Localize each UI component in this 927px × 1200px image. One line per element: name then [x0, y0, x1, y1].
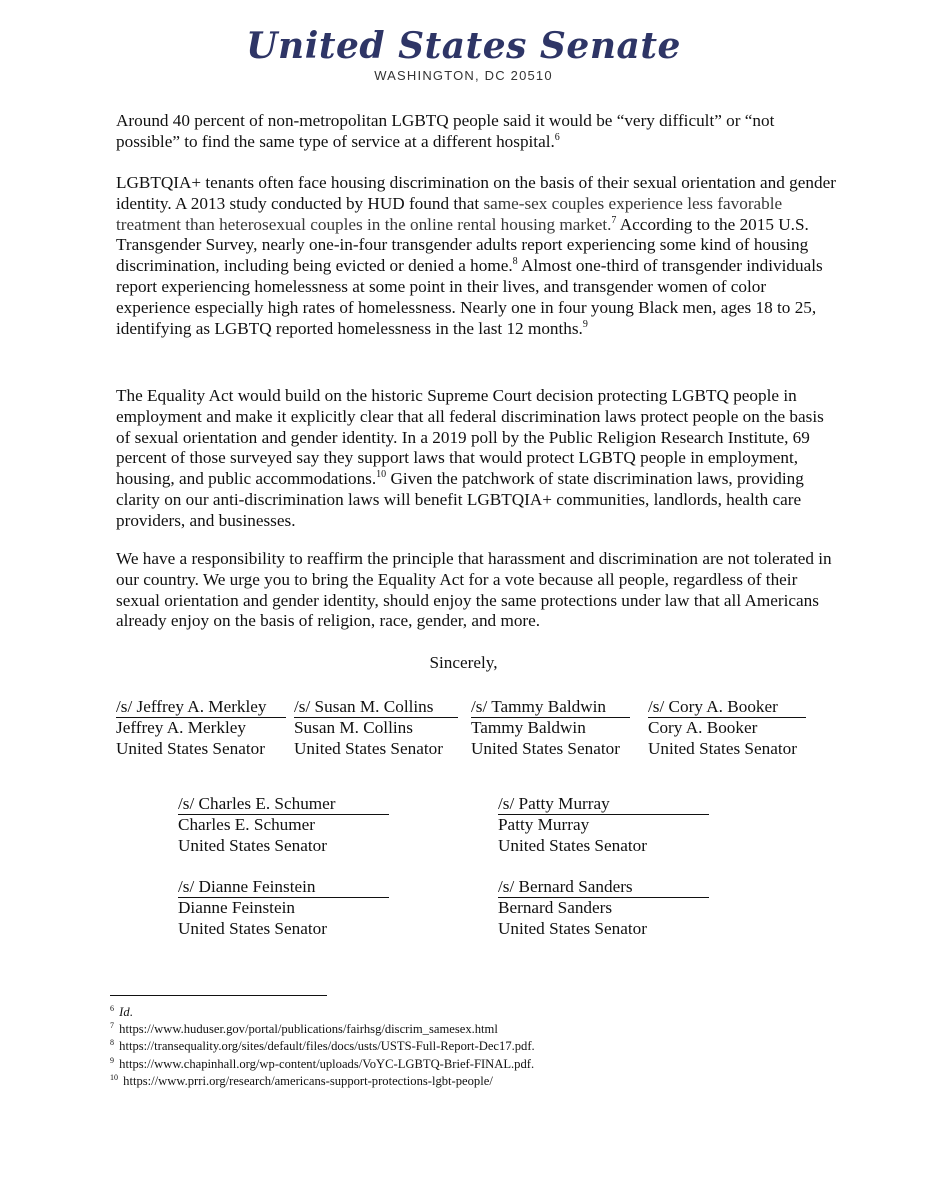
signer-title: United States Senator: [178, 918, 327, 938]
signature-block-feinstein: [178, 877, 389, 940]
signature-block-merkley: [116, 697, 286, 760]
footnote-number: 7: [110, 1021, 114, 1031]
footnote-ref-7: 7: [611, 214, 617, 226]
footnote-divider: [110, 995, 327, 996]
signer-title: United States Senator: [471, 738, 620, 758]
signature-block-sanders: [498, 877, 709, 940]
paragraph-text: LGBTQIA+ tenants often face housing discrimination on the basis of their sexual orientation and gender identity. A 2013 study conducted by HUD found that: [116, 173, 836, 213]
signature-block-collins: [294, 697, 458, 760]
signature-block-booker: [648, 697, 806, 760]
footnote-link[interactable]: https://www.chapinhall.org/wp-content/uploads/VoYC-LGBTQ-Brief-FINAL.pdf.: [119, 1056, 535, 1071]
footnote-ref-10: 10: [376, 469, 387, 481]
signature-block-schumer: [178, 794, 389, 857]
footnote-number: 8: [110, 1038, 114, 1048]
signature-line: /s/ Charles E. Schumer: [178, 794, 389, 815]
signer-name: Jeffrey A. Merkley: [116, 718, 246, 737]
signature-line: /s/ Tammy Baldwin: [471, 697, 630, 718]
signer-name: Bernard Sanders: [498, 898, 613, 917]
signer-title: United States Senator: [498, 835, 647, 855]
paragraph-hospital-access: [116, 111, 836, 153]
footnote-text: Id: [119, 1005, 130, 1019]
paragraph-text: The Equality Act would build on the historic Supreme Court decision protecting LGBTQ people in employment and make it explicitly clear that all federal discrimination laws protect people on the basis of sexual orientation and gender identity. In a 2019 poll by the Public Religion Research Institute, 69 percent of those surveyed say they support laws that would protect LGBTQ people in employment, housing, and public accommodations.: [116, 386, 824, 489]
footnote-link[interactable]: https://www.prri.org/research/americans-support-protections-lgbt-people/: [123, 1073, 493, 1088]
signature-line: /s/ Cory A. Booker: [648, 697, 806, 718]
signature-line: /s/ Bernard Sanders: [498, 877, 709, 898]
signature-block-baldwin: [471, 697, 630, 760]
letterhead: [0, 26, 927, 84]
paragraph-text: Almost one-third of transgender individuals report experiencing homelessness at some point in their lives, and transgender women of color experience especially high rates of homelessness. Nearly one in four young Black men, ages 18 to 25, identifying as LGBTQ reported homelessness in the last 12 months.: [116, 256, 823, 338]
footnote-number: 10: [110, 1072, 118, 1082]
signer-name: Cory A. Booker: [648, 718, 758, 737]
footnote-ref-9: 9: [582, 318, 588, 330]
signer-title: United States Senator: [498, 918, 647, 938]
footnote-6: [110, 1004, 830, 1021]
footnote-ref-8: 8: [512, 256, 518, 268]
footnote-suffix: .: [129, 1005, 133, 1019]
closing-salutation: Sincerely,: [429, 653, 498, 672]
paragraph-text: Given the patchwork of state discrimination laws, providing clarity on our anti-discrimination laws will benefit LGBTQIA+ communities, landlords, health care providers, and businesses.: [116, 469, 804, 530]
signer-title: United States Senator: [178, 835, 327, 855]
letterhead-title: United States Senate: [246, 25, 681, 67]
paragraph-call-to-action: [116, 549, 836, 632]
footnote-number: 6: [110, 1004, 114, 1013]
footnote-number: 9: [110, 1055, 114, 1065]
footnote-8: [110, 1038, 830, 1055]
signature-block-murray: [498, 794, 709, 857]
footnotes: [110, 1004, 830, 1090]
paragraph-equality-act: [116, 386, 836, 532]
signer-name: Tammy Baldwin: [471, 718, 586, 737]
signature-line: /s/ Patty Murray: [498, 794, 709, 815]
footnote-9: [110, 1056, 830, 1073]
footnote-ref-6: 6: [554, 131, 560, 143]
footnote-link[interactable]: https://transequality.org/sites/default/files/docs/usts/USTS-Full-Report-Dec17.pdf.: [119, 1039, 535, 1054]
footnote-10: [110, 1073, 830, 1090]
signer-name: Dianne Feinstein: [178, 898, 295, 917]
signature-line: /s/ Jeffrey A. Merkley: [116, 697, 286, 718]
paragraph-housing-discrimination: [116, 173, 836, 339]
footnote-link[interactable]: https://www.huduser.gov/portal/publications/fairhsg/discrim_samesex.html: [119, 1022, 498, 1037]
signer-title: United States Senator: [648, 738, 797, 758]
signer-name: Charles E. Schumer: [178, 815, 315, 834]
signer-name: Patty Murray: [498, 815, 590, 834]
paragraph-text: According to the 2015 U.S. Transgender Survey, nearly one-in-four transgender adults report experiencing some kind of housing discrimination, including being evicted or denied a home.: [116, 214, 809, 276]
hud-study-link-text: same-sex couples experience less favorable treatment than heterosexual couples in the online rental housing market.: [116, 193, 783, 234]
paragraph-text: Around 40 percent of non-metropolitan LGBTQ people said it would be “very difficult” or “not possible” to find the same type of service at a different hospital.: [116, 111, 775, 151]
signer-title: United States Senator: [294, 738, 443, 758]
signature-line: /s/ Susan M. Collins: [294, 697, 458, 718]
letterhead-subtitle: WASHINGTON, DC 20510: [374, 68, 553, 83]
paragraph-text: We have a responsibility to reaffirm the principle that harassment and discrimination are not tolerated in our country. We urge you to bring the Equality Act for a vote because all people, regardless of their sexual orientation and gender identity, should enjoy the same protections under law that all Americans already enjoy on the basis of religion, race, gender, and more.: [116, 549, 832, 631]
signer-title: United States Senator: [116, 738, 265, 758]
signer-name: Susan M. Collins: [294, 718, 413, 737]
footnote-7: [110, 1021, 830, 1038]
signature-line: /s/ Dianne Feinstein: [178, 877, 389, 898]
